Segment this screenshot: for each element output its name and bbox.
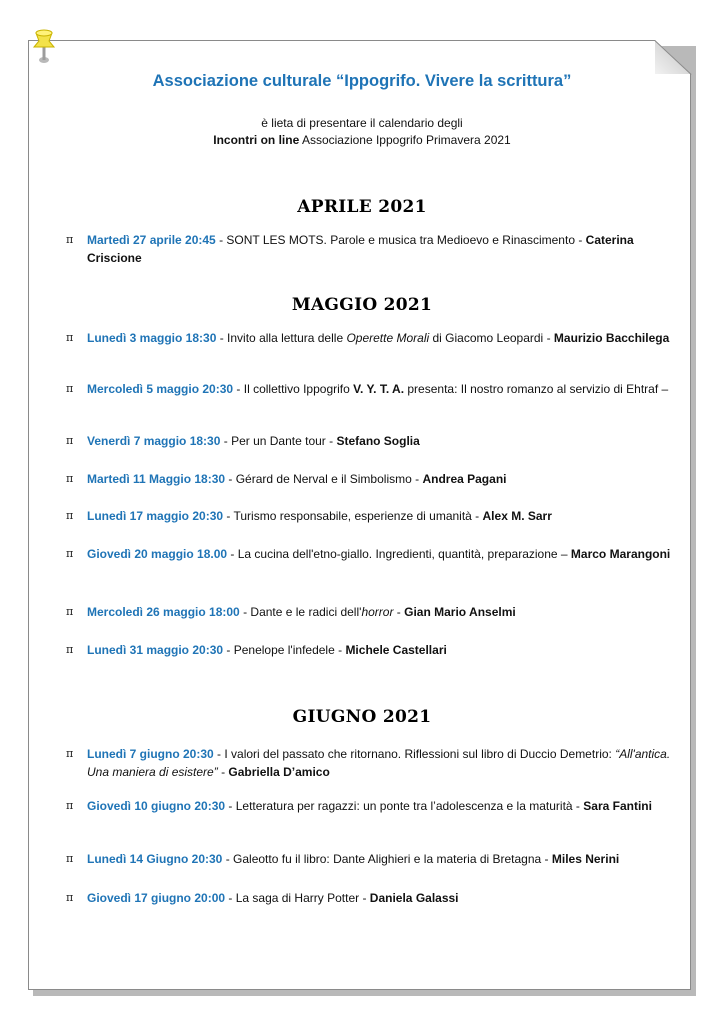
separator: -	[220, 434, 232, 448]
separator: -	[225, 891, 236, 905]
event-date: Martedì 27 aprile 20:45	[87, 233, 216, 247]
separator: -	[215, 233, 227, 247]
bullet-icon: π	[66, 605, 74, 618]
bullet-icon: π	[66, 382, 74, 395]
separator: -	[223, 643, 234, 657]
bullet-icon: π	[66, 891, 74, 904]
event-item	[66, 470, 686, 488]
event-date: Martedì 11 Maggio 18:30	[87, 472, 226, 486]
event-speaker: Sara Fantini	[583, 799, 652, 813]
intro-bold: Incontri on line	[213, 133, 300, 147]
event-item	[66, 603, 686, 621]
event-description: Penelope l'infedele	[233, 643, 335, 657]
bullet-icon: π	[66, 547, 74, 560]
event-date: Giovedì 10 giugno 20:30	[87, 799, 226, 813]
event-description: La cucina dell'etno-giallo. Ingredienti, quantità, preparazione	[237, 547, 558, 561]
month-heading-april: APRILE 2021	[297, 197, 427, 217]
separator: -	[411, 472, 423, 486]
event-speaker: Daniela Galassi	[369, 891, 459, 905]
separator: -	[325, 434, 337, 448]
event-description-italic: horror	[361, 605, 394, 619]
event-description: Il collettivo Ippogrifo	[243, 382, 354, 396]
separator: -	[216, 331, 228, 345]
bullet-icon: π	[66, 852, 74, 865]
event-description: La saga di Harry Potter	[235, 891, 360, 905]
event-speaker: Michele Castellari	[345, 643, 447, 657]
event-item	[66, 889, 686, 907]
event-speaker: Alex M. Sarr	[482, 509, 552, 523]
event-date: Giovedì 17 giugno 20:00	[87, 891, 226, 905]
event-description: I valori del passato che ritornano. Riflessioni sul libro di Duccio Demetrio:	[224, 747, 616, 761]
intro-line-2	[0, 133, 724, 147]
separator: -	[223, 509, 234, 523]
event-date: Mercoledì 26 maggio 18:00	[87, 605, 240, 619]
month-heading-june: GIUGNO 2021	[292, 707, 432, 727]
event-date: Lunedì 14 Giugno 20:30	[87, 852, 223, 866]
separator: -	[225, 472, 236, 486]
bullet-icon: π	[66, 434, 74, 447]
event-speaker: Miles Nerini	[551, 852, 620, 866]
event-speaker: Maurizio Bacchilega	[553, 331, 670, 345]
event-description: Invito alla lettura delle	[227, 331, 347, 345]
separator: -	[471, 509, 483, 523]
bullet-icon: π	[66, 472, 74, 485]
separator: -	[393, 605, 405, 619]
bullet-icon: π	[66, 331, 74, 344]
event-item	[66, 432, 686, 450]
event-item	[66, 380, 686, 398]
event-item	[66, 329, 686, 347]
bullet-icon: π	[66, 799, 74, 812]
pushpin-icon	[30, 27, 60, 69]
event-item	[66, 641, 686, 659]
event-description: presenta: Il nostro romanzo al servizio di Ehtraf –	[404, 382, 669, 396]
bullet-icon: π	[66, 509, 74, 522]
event-speaker: Gabriella D’amico	[228, 765, 330, 779]
separator: -	[543, 331, 554, 345]
event-speaker: Gian Mario Anselmi	[404, 605, 516, 619]
event-date: Lunedì 7 giugno 20:30	[87, 747, 214, 761]
event-description: Galeotto fu il libro: Dante Alighieri e la materia di Bretagna	[233, 852, 542, 866]
event-item	[66, 797, 686, 815]
book-title: “All'antica. Una maniera di esistere”	[87, 747, 671, 779]
event-description: Letteratura per ragazzi: un ponte tra l’adolescenza e la maturità	[235, 799, 573, 813]
event-date: Venerdì 7 maggio 18:30	[87, 434, 221, 448]
separator: -	[227, 547, 238, 561]
separator: -	[225, 799, 236, 813]
event-item	[66, 543, 686, 565]
separator: -	[541, 852, 552, 866]
event-description: di Giacomo Leopardi	[429, 331, 544, 345]
association-title: Associazione culturale “Ippogrifo. Vivere la scrittura”	[152, 72, 572, 90]
event-description: Turismo responsabile, esperienze di umanità	[233, 509, 472, 523]
event-description-italic: Operette Morali	[346, 331, 430, 345]
event-date: Giovedì 20 maggio 18.00	[87, 547, 228, 561]
event-description: Per un Dante tour	[231, 434, 326, 448]
month-heading-may: MAGGIO 2021	[291, 295, 433, 315]
event-speaker: Marco Marangoni	[570, 547, 671, 561]
separator: -	[222, 852, 234, 866]
event-description: Dante e le radici dell'	[250, 605, 362, 619]
bullet-icon: π	[66, 643, 74, 656]
separator: -	[213, 747, 225, 761]
event-speaker: Andrea Pagani	[422, 472, 507, 486]
event-description: SONT LES MOTS. Parole e musica tra Medioevo e Rinascimento	[226, 233, 575, 247]
intro-rest: Associazione Ippogrifo Primavera 2021	[299, 133, 511, 147]
intro-line: è lieta di presentare il calendario degli	[261, 116, 463, 130]
event-speaker: Stefano Soglia	[336, 434, 420, 448]
event-item	[66, 850, 686, 868]
event-description: Gérard de Nerval e il Simbolismo	[235, 472, 412, 486]
separator: –	[557, 547, 571, 561]
bullet-icon: π	[66, 233, 74, 246]
separator: -	[359, 891, 370, 905]
separator: -	[334, 643, 346, 657]
event-item	[66, 745, 686, 781]
event-item	[66, 507, 686, 525]
separator: -	[239, 605, 251, 619]
event-date: Lunedì 31 maggio 20:30	[87, 643, 224, 657]
event-date: Mercoledì 5 maggio 20:30	[87, 382, 234, 396]
event-date: Lunedì 17 maggio 20:30	[87, 509, 224, 523]
separator: -	[572, 799, 584, 813]
collective-name: V. Y. T. A.	[353, 382, 405, 396]
separator: -	[575, 233, 586, 247]
event-item	[66, 231, 686, 267]
event-date: Lunedì 3 maggio 18:30	[87, 331, 217, 345]
bullet-icon: π	[66, 747, 74, 760]
separator: -	[217, 765, 229, 779]
event-speaker: Caterina Criscione	[87, 233, 634, 265]
separator: -	[233, 382, 244, 396]
